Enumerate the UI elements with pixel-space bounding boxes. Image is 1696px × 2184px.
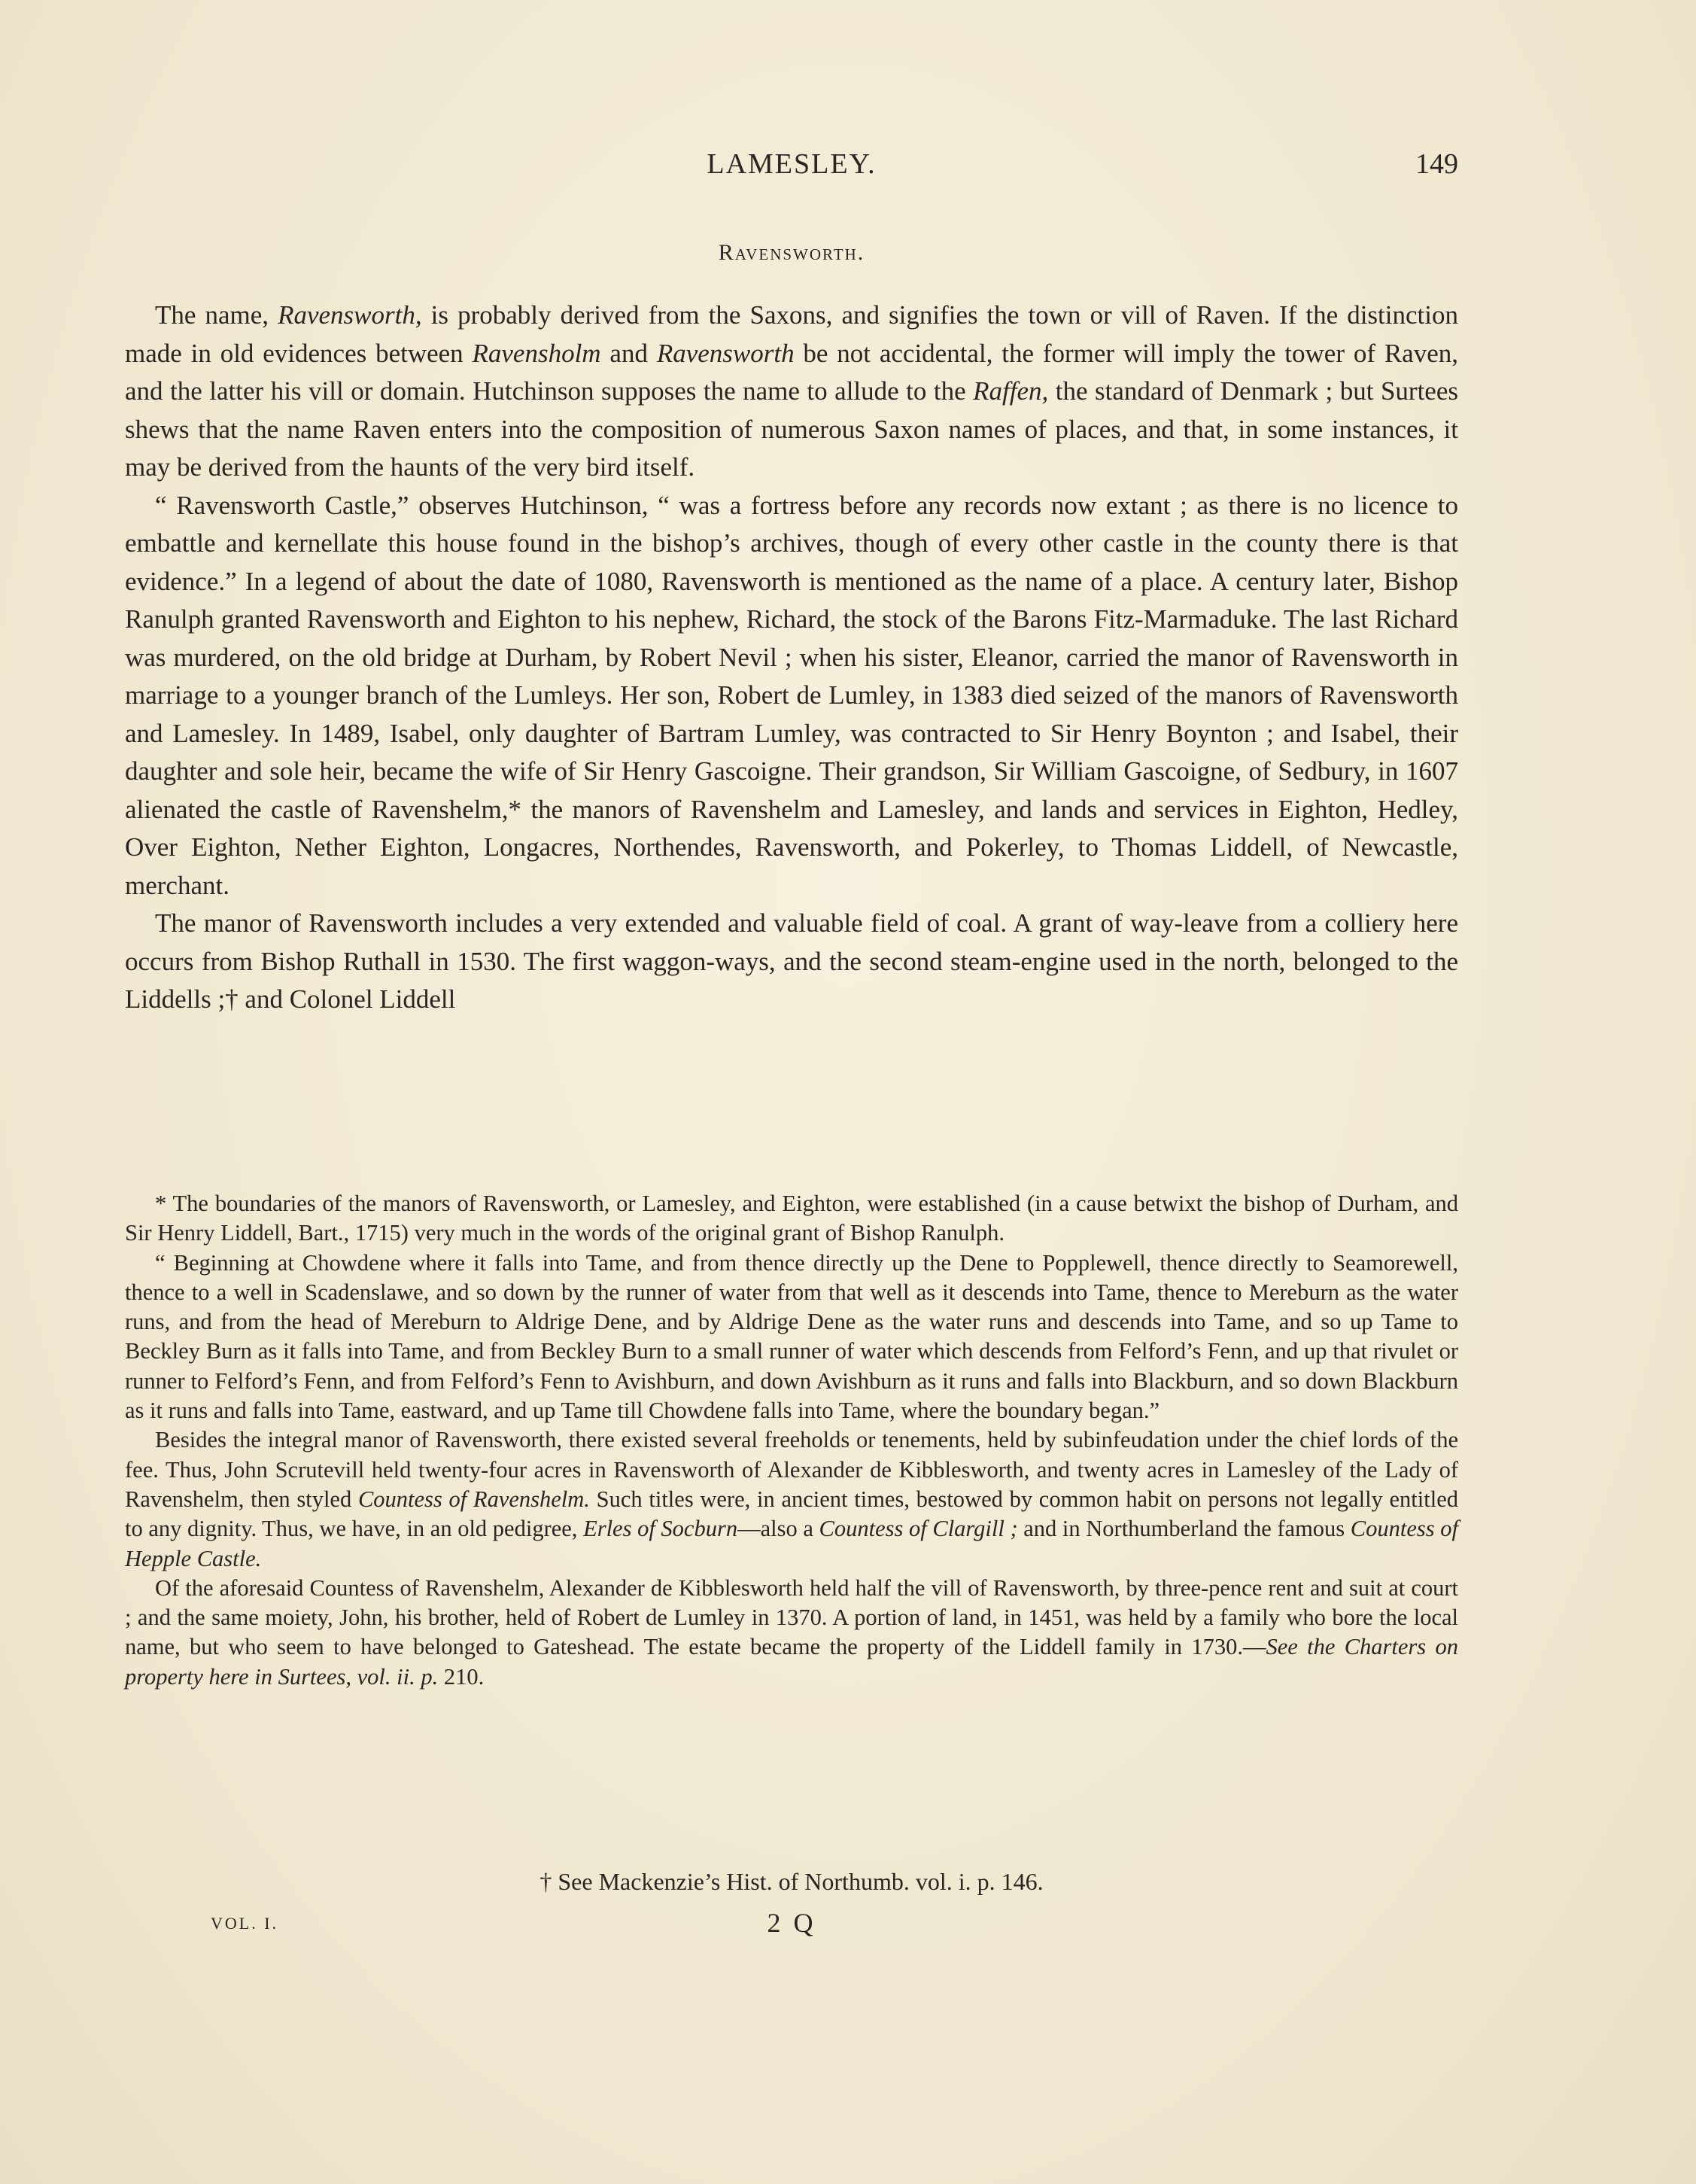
text-run: the standard of Denmark ; but Surtees shews that the name Raven enters into the composition of numerous Saxon names of places, and that, in some instances, it may be derived from the haunts of the very bird itself. bbox=[125, 376, 1458, 482]
section-title: Ravensworth. bbox=[718, 240, 865, 265]
text-run: is probably derived from the Saxons, and signifies the town or vill of Raven. If the distinction made in old evidences between bbox=[125, 300, 1458, 368]
page-number: 149 bbox=[1415, 148, 1458, 180]
signature-line bbox=[125, 1904, 1458, 1942]
text-run: 210. bbox=[438, 1663, 485, 1690]
footnote-paragraph-3 bbox=[125, 1425, 1458, 1573]
text-run: Of the aforesaid Countess of Ravenshelm, Alexander de Kibblesworth held half the vill of Ravensworth, by three-pence rent and suit at court ; and the same moiety, John, his brother, held of Robert de Lumley in 1370. A portion of land, in 1451, was held by a family who bore the local name, but who seem to have belonged to Gateshead. The estate became the property of the Liddell family in 1730.— bbox=[125, 1574, 1458, 1660]
body-paragraph-2: “ Ravensworth Castle,” observes Hutchinson, “ was a fortress before any records now extant ; as there is no licence to embattle and kernellate this house found in the bishop’s archives, though of every other castle in the county there is that evidence.” In a legend of about the date of 1080, Ravensworth is mentioned as the name of a place. A century later, Bishop Ranulph granted Ravensworth and Eighton to his nephew, Richard, the stock of the Barons Fitz-Marmaduke. The last Richard was murdered, on the old bridge at Durham, by Robert Nevil ; when his sister, Eleanor, carried the manor of Ravensworth in marriage to a younger branch of the Lumleys. Her son, Robert de Lumley, in 1383 died seized of the manors of Ravensworth and Lamesley. In 1489, Isabel, only daughter of Bartram Lumley, was contracted to Sir Henry Boynton ; and Isabel, their daughter and sole heir, became the wife of Sir Henry Gascoigne. Their grandson, Sir William Gascoigne, of Sedbury, in 1607 alienated the castle of Ravenshelm,* the manors of Ravenshelm and Lamesley, and lands and services in Eighton, Hedley, Over Eighton, Nether Eighton, Longacres, Northendes, Ravensworth, and Pokerley, to Thomas Liddell, of Newcastle, merchant. bbox=[125, 490, 1458, 900]
text-run: and bbox=[600, 338, 657, 368]
footnote-paragraph-4 bbox=[125, 1574, 1458, 1692]
italic-term: Ravensholm bbox=[472, 338, 601, 368]
running-title: LAMESLEY. bbox=[707, 148, 877, 180]
running-head bbox=[125, 145, 1458, 183]
italic-term: See the Charters on property here in Surtees, vol. ii. p. bbox=[125, 1634, 1458, 1690]
italic-term: Countess of Hepple Castle. bbox=[125, 1516, 1458, 1571]
body-paragraph-3: The manor of Ravensworth includes a very extended and valuable field of coal. A grant of way-leave from a colliery here occurs from Bishop Ruthall in 1530. The first waggon-ways, and the second steam-engine used in the north, belonged to the Liddells ;† and Colonel Liddell bbox=[125, 908, 1458, 1014]
text-run: —also a bbox=[737, 1516, 819, 1542]
volume-mark: VOL. I. bbox=[211, 1914, 279, 1933]
text-run: be not accidental, the former will imply the tower of Raven, and the latter his vill or domain. Hutchinson supposes the name to allude to the bbox=[125, 338, 1458, 406]
body-text bbox=[125, 297, 1458, 1019]
text-run: Such titles were, in ancient times, bestowed by common habit on persons not legally entitled to any dignity. Thus, we have, in an old pedigree, bbox=[125, 1486, 1458, 1542]
text-run: and in Northumberland the famous bbox=[1017, 1516, 1351, 1542]
italic-term: Ravensworth, bbox=[278, 300, 422, 330]
italic-term: Erles of Socburn bbox=[583, 1516, 738, 1542]
footnote-dagger: † See Mackenzie’s Hist. of Northumb. vol. i. p. 146. bbox=[539, 1868, 1044, 1895]
text-run: The name, bbox=[155, 300, 278, 330]
footnotes bbox=[125, 1189, 1458, 1692]
text-run: Besides the integral manor of Ravensworth, there existed several freeholds or tenements, held by subinfeudation under the chief lords of the fee. Thus, John Scrutevill held twenty-four acres in Ravensworth of Alexander de Kibblesworth, and twenty acres in Lamesley of the Lady of Ravenshelm, then styled bbox=[125, 1427, 1458, 1512]
italic-term: Raffen, bbox=[973, 376, 1049, 406]
italic-term: Countess of Ravenshelm. bbox=[357, 1486, 590, 1512]
signature-mark: 2 Q bbox=[767, 1908, 816, 1938]
footnote-boundary-quote: “ Beginning at Chowdene where it falls into Tame, and from thence directly up the Dene to Popplewell, thence directly to Seamorewell, thence to a well in Scadenslawe, and so down by the runner of water from that well as it descends into Tame, thence to Mereburn as the water runs, and from the head of Mereburn to Aldrige Dene, and by Aldrige Dene as the water runs and descends into Tame, and so up Tame to Beckley Burn as it falls into Tame, and from Beckley Burn to a small runner of water which descends from Felford’s Fenn, and up that rivulet or runner to Felford’s Fenn, and from Felford’s Fenn to Avishburn, and down Avishburn as it runs and falls into Blackburn, and so down Blackburn as it runs and falls into Tame, eastward, and up Tame till Chowdene falls into Tame, where the boundary began.” bbox=[125, 1249, 1458, 1424]
body-paragraph-1 bbox=[125, 297, 1458, 487]
italic-term: Countess of Clargill ; bbox=[819, 1516, 1018, 1542]
italic-term: Ravensworth bbox=[656, 338, 795, 368]
footnote-asterisk: * The boundaries of the manors of Ravensworth, or Lamesley, and Eighton, were established (in a cause betwixt the bishop of Durham, and Sir Henry Liddell, Bart., 1715) very much in the words of the original grant of Bishop Ranulph. bbox=[125, 1191, 1458, 1246]
